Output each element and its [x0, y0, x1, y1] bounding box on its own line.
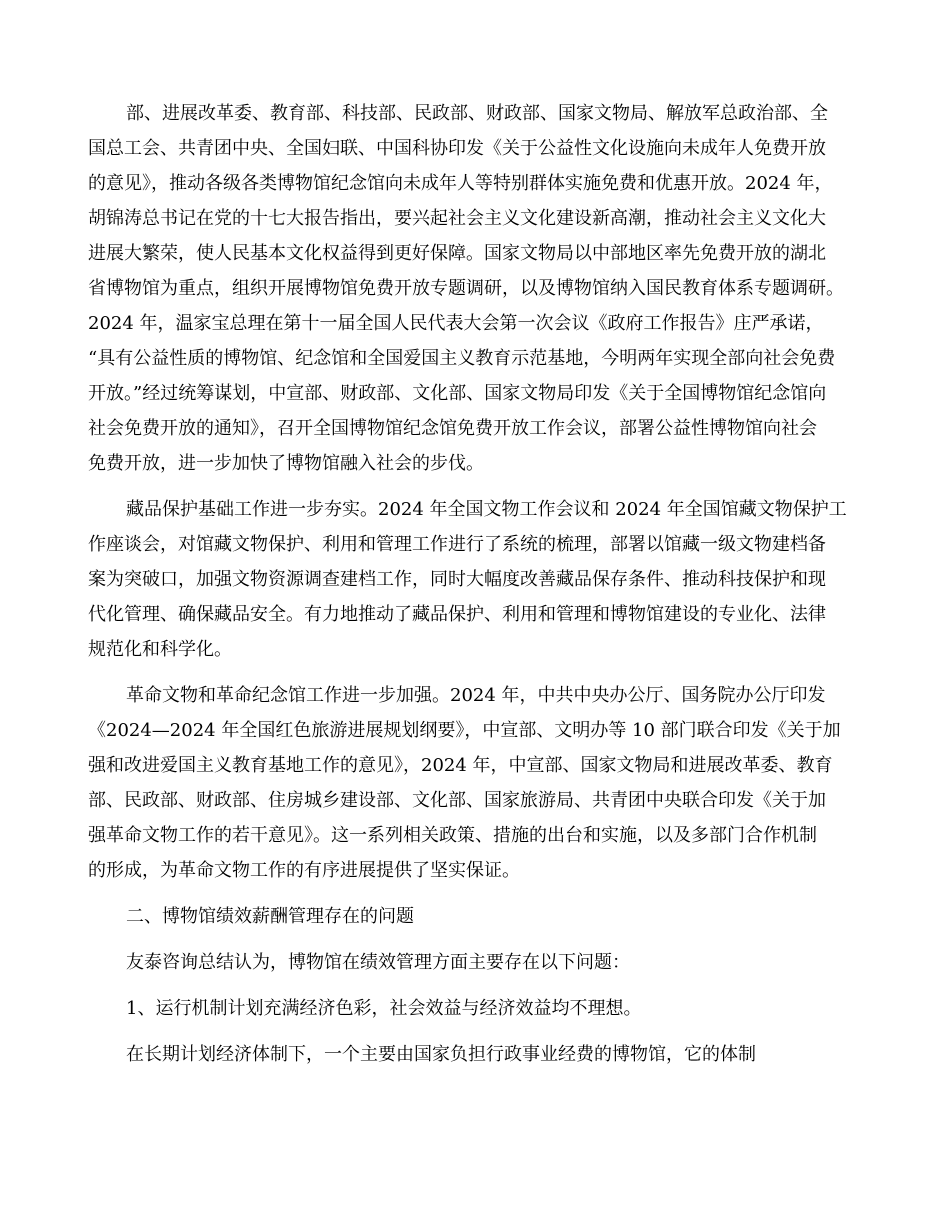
text-line: 2024 年，温家宝总理在第十一届全国人民代表大会第一次会议《政府工作报告》庄严承诺，: [88, 313, 824, 334]
text-line: 省博物馆为重点，组织开展博物馆免费开放专题调研，以及博物馆纳入国民教育体系专题调研。: [88, 278, 844, 299]
paragraph-collection-protection: [88, 492, 863, 667]
text-line: 代化管理、确保藏品安全。有力地推动了藏品保护、利用和管理和博物馆建设的专业化、法律: [88, 604, 826, 625]
text-line: 免费开放，进一步加快了博物馆融入社会的步伐。: [88, 453, 484, 474]
text-line: 国总工会、共青团中央、全国妇联、中国科协印发《关于公益性文化设施向未成年人免费开放: [88, 138, 826, 159]
text-line: 胡锦涛总书记在党的十七大报告指出，要兴起社会主义文化建设新高潮，推动社会主义文化大: [88, 208, 826, 229]
text-line: 开放。”经过统筹谋划，中宣部、财政部、文化部、国家文物局印发《关于全国博物馆纪念馆向: [88, 383, 827, 404]
text-line: 部、进展改革委、教育部、科技部、民政部、财政部、国家文物局、解放军总政治部、全: [126, 103, 828, 124]
text-line: 规范化和科学化。: [88, 639, 232, 660]
text-line: 的意见》，推动各级各类博物馆纪念馆向未成年人等特别群体实施免费和优惠开放。2024 年，: [88, 173, 833, 194]
text-line: 革命文物和革命纪念馆工作进一步加强。2024 年，中共中央办公厅、国务院办公厅印发: [126, 685, 826, 706]
text-line: “具有公益性质的博物馆、纪念馆和全国爱国主义教育示范基地，今明两年实现全部向社会免费: [88, 348, 836, 369]
paragraph-revolutionary-relics: [88, 678, 863, 888]
paragraph-free-opening: [88, 96, 863, 481]
intro-paragraph: 友泰咨询总结认为，博物馆在绩效管理方面主要存在以下问题：: [126, 952, 630, 973]
text-line: 案为突破口，加强文物资源调查建档工作，同时大幅度改善藏品保存条件、推动科技保护和现: [88, 569, 826, 590]
text-line: 部、民政部、财政部、住房城乡建设部、文化部、国家旅游局、共青团中央联合印发《关于加: [88, 790, 826, 811]
list-item-1: 1、运行机制计划充满经济色彩，社会效益与经济效益均不理想。: [126, 998, 642, 1019]
text-line: 社会免费开放的通知》，召开全国博物馆纪念馆免费开放工作会议，部署公益性博物馆向社会: [88, 418, 817, 439]
section-heading: 二、博物馆绩效薪酬管理存在的问题: [126, 906, 414, 927]
document-body: [88, 96, 863, 1083]
text-line: 强和改进爱国主义教育基地工作的意见》，2024 年，中宣部、国家文物局和进展改革委、教育: [88, 755, 833, 776]
paragraph-start: 在长期计划经济体制下，一个主要由国家负担行政事业经费的博物馆，它的体制: [126, 1044, 756, 1065]
text-line: 藏品保护基础工作进一步夯实。2024 年全国文物工作会议和 2024 年全国馆藏文物保护工: [126, 499, 847, 520]
text-line: 《2024—2024 年全国红色旅游进展规划纲要》，中宣部、文明办等 10 部门联合印发《关于加: [88, 720, 841, 741]
text-line: 强革命文物工作的若干意见》。这一系列相关政策、措施的出台和实施，以及多部门合作机制: [88, 825, 817, 846]
text-line: 的形成，为革命文物工作的有序进展提供了坚实保证。: [88, 860, 520, 881]
text-line: 作座谈会，对馆藏文物保护、利用和管理工作进行了系统的梳理，部署以馆藏一级文物建档备: [88, 534, 826, 555]
text-line: 进展大繁荣，使人民基本文化权益得到更好保障。国家文物局以中部地区率先免费开放的湖北: [88, 243, 826, 264]
